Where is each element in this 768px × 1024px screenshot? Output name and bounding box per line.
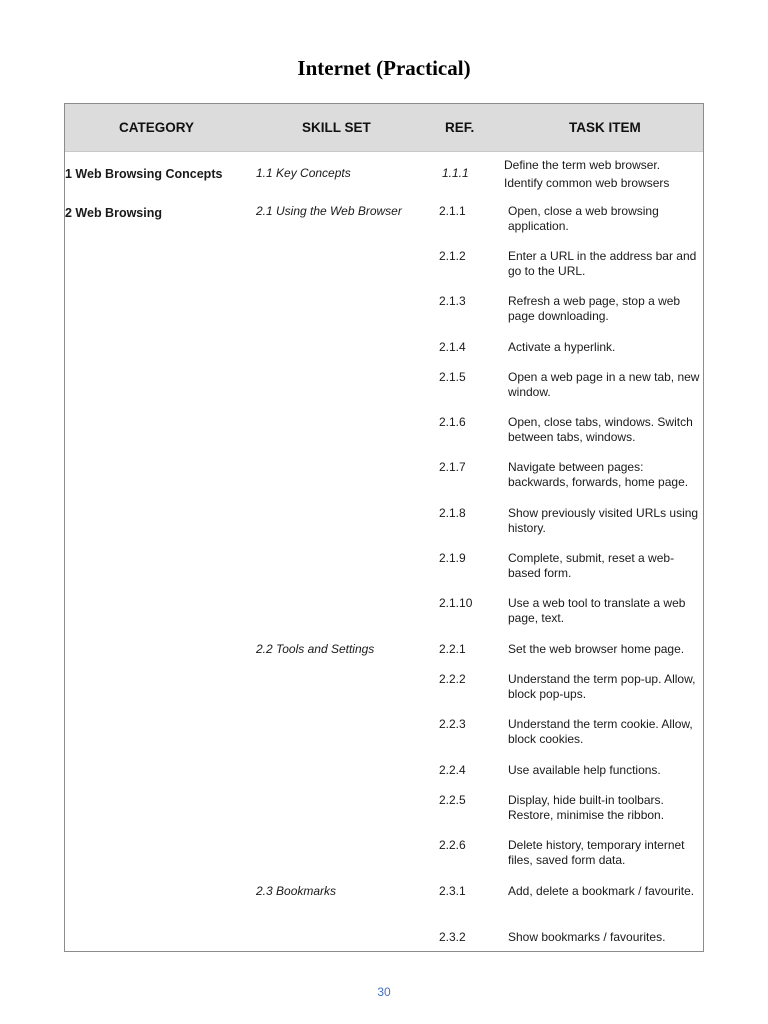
ref-cell: 2.1.7 <box>439 460 466 474</box>
task-item-cell: Refresh a web page, stop a web page downloading. <box>508 294 681 323</box>
task-item-cell: Navigate between pages: backwards, forwards, home page. <box>508 460 689 489</box>
table-header <box>65 104 703 152</box>
task-item-cell: Show previously visited URLs using history. <box>508 506 699 535</box>
task-item-cell: Add, delete a bookmark / favourite. <box>508 884 695 898</box>
task-item-cell: Use available help functions. <box>508 763 661 777</box>
task-item-cell: Use a web tool to translate a web page, text. <box>508 596 686 625</box>
ref-cell: 2.2.6 <box>439 838 466 852</box>
skill-set-cell: 2.3 Bookmarks <box>256 884 337 898</box>
task-item-cell: Display, hide built-in toolbars. Restore, minimise the ribbon. <box>508 793 665 822</box>
ref-cell: 2.3.2 <box>439 930 466 944</box>
ref-cell: 2.1.1 <box>439 204 466 218</box>
task-item-cell: Open, close tabs, windows. Switch between tabs, windows. <box>508 415 693 444</box>
skill-set-cell: 1.1 Key Concepts <box>256 166 351 180</box>
task-item-cell: Understand the term cookie. Allow, block cookies. <box>508 717 693 746</box>
task-item-cell: Activate a hyperlink. <box>508 340 616 354</box>
task-item-cell: Show bookmarks / favourites. <box>508 930 666 944</box>
task-item-cell: Delete history, temporary internet files, saved form data. <box>508 838 685 867</box>
ref-cell: 2.2.5 <box>439 793 466 807</box>
category-cell: 1 Web Browsing Concepts <box>65 167 223 181</box>
header-skill-set: SKILL SET <box>302 120 371 135</box>
task-item-cell: Understand the term pop-up. Allow, block pop-ups. <box>508 672 696 701</box>
header-category: CATEGORY <box>119 120 195 135</box>
skill-set-cell: 2.2 Tools and Settings <box>256 642 375 656</box>
ref-cell: 2.1.10 <box>439 596 473 610</box>
page-number: 30 <box>377 985 391 999</box>
ref-cell: 2.2.2 <box>439 672 466 686</box>
skill-set-cell: 2.1 Using the Web Browser <box>256 204 402 218</box>
ref-cell: 2.1.5 <box>439 370 466 384</box>
ref-cell: 2.1.6 <box>439 415 466 429</box>
ref-cell: 2.2.3 <box>439 717 466 731</box>
header-ref: REF. <box>445 120 475 135</box>
header-task-item: TASK ITEM <box>569 120 641 135</box>
ref-cell: 2.2.1 <box>439 642 466 656</box>
ref-cell: 1.1.1 <box>442 166 469 180</box>
task-item-cell: Enter a URL in the address bar and go to the URL. <box>508 249 697 278</box>
ref-cell: 2.1.2 <box>439 249 466 263</box>
syllabus-table <box>64 103 704 952</box>
ref-cell: 2.1.9 <box>439 551 466 565</box>
task-item-cell: Set the web browser home page. <box>508 642 685 656</box>
ref-cell: 2.2.4 <box>439 763 466 777</box>
category-cell: 2 Web Browsing <box>65 206 163 220</box>
task-item-cell: Define the term web browser. Identify common web browsers <box>504 158 670 190</box>
task-item-cell: Open, close a web browsing application. <box>508 204 659 233</box>
task-item-cell: Open a web page in a new tab, new window. <box>508 370 700 399</box>
ref-cell: 2.1.3 <box>439 294 466 308</box>
task-item-cell: Complete, submit, reset a web-based form. <box>508 551 675 580</box>
ref-cell: 2.1.4 <box>439 340 466 354</box>
ref-cell: 2.3.1 <box>439 884 466 898</box>
ref-cell: 2.1.8 <box>439 506 466 520</box>
page-title: Internet (Practical) <box>297 56 471 80</box>
